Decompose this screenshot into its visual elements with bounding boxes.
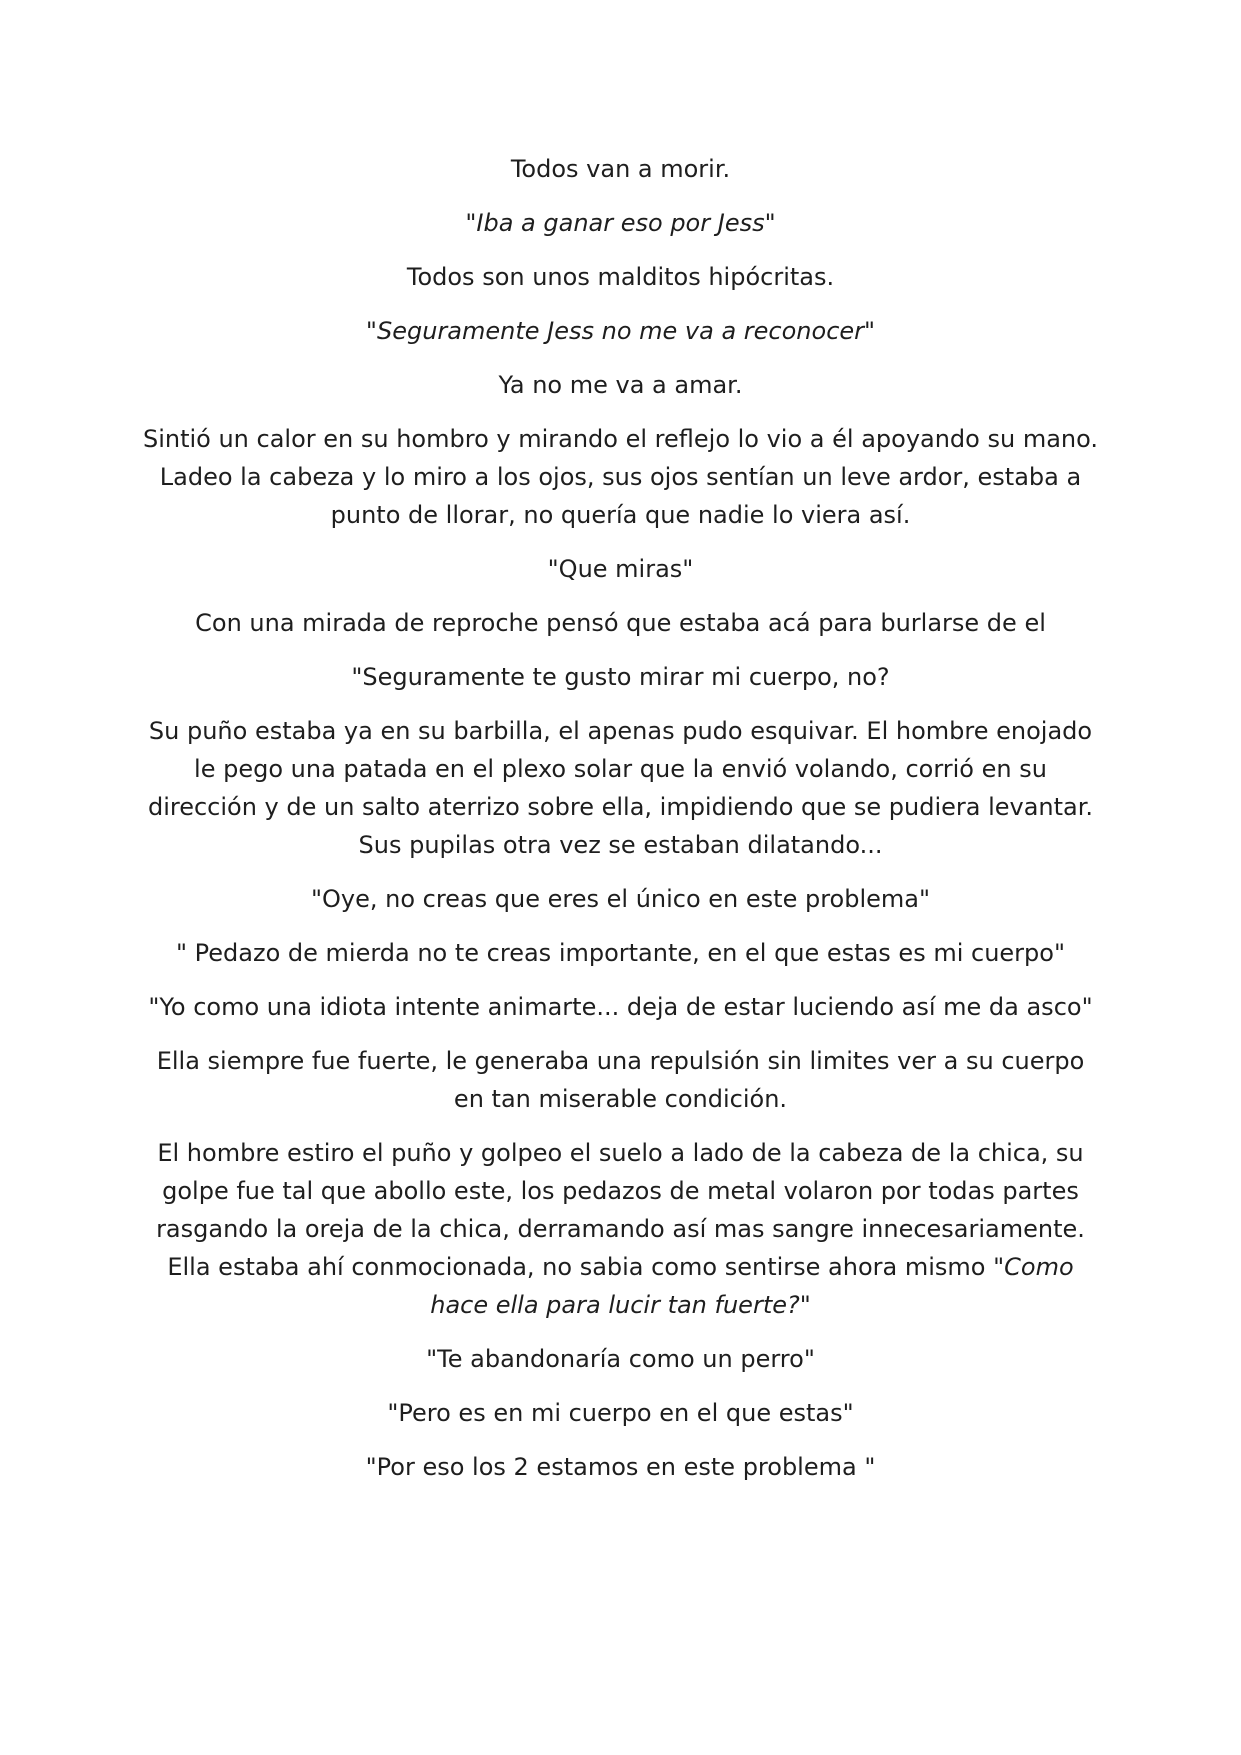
paragraph: Ella siempre fue fuerte, le generaba una repulsión sin limites ver a su cuerpo en tan miserable condición.	[156, 1047, 1085, 1113]
paragraph: " Pedazo de mierda no te creas importante, en el que estas es mi cuerpo"	[175, 939, 1066, 967]
paragraph: Con una mirada de reproche pensó que estaba acá para burlarse de el	[195, 609, 1046, 637]
paragraph: "Pero es en mi cuerpo en el que estas"	[387, 1399, 854, 1427]
paragraph: Su puño estaba ya en su barbilla, el apenas pudo esquivar. El hombre enojado le pego una patada en el plexo solar que la envió volando, corrió en su dirección y de un salto aterrizo sobre ella, impidiendo que se pudiera levantar. Sus pupilas otra vez se estaban dilatando...	[147, 717, 1094, 859]
paragraph: Sintió un calor en su hombro y mirando el reflejo lo vio a él apoyando su mano. Ladeo la cabeza y lo miro a los ojos, sus ojos sentían un leve ardor, estaba a punto de llorar, no quería que nadie lo viera así.	[142, 425, 1099, 529]
paragraph: "Que miras"	[547, 555, 694, 583]
paragraph: "Te abandonaría como un perro"	[426, 1345, 815, 1373]
paragraph: Ya no me va a amar.	[498, 371, 743, 399]
paragraph: Todos van a morir.	[510, 155, 731, 183]
paragraph: "Oye, no creas que eres el único en este problema"	[310, 885, 931, 913]
paragraph: "Yo como una idiota intente animarte... deja de estar luciendo así me da asco"	[148, 993, 1093, 1021]
paragraph-plain-part: El hombre estiro el puño y golpeo el suelo a lado de la cabeza de la chica, su golpe fue tal que abollo este, los pedazos de metal volaron por todas partes rasgando la oreja de la chica, derramando así mas sangre innecesariamente. Ella estaba ahí conmocionada, no sabia como sentirse ahora mismo	[156, 1139, 1085, 1281]
paragraph: Todos son unos malditos hipócritas.	[406, 263, 835, 291]
document-body	[140, 150, 1101, 1502]
paragraph-italic: "Seguramente Jess no me va a reconocer"	[365, 317, 876, 345]
paragraph-mixed	[140, 1134, 1101, 1324]
paragraph: "Seguramente te gusto mirar mi cuerpo, no?	[351, 663, 890, 691]
paragraph-italic: "Iba a ganar eso por Jess"	[465, 209, 776, 237]
paragraph-italic-part: "Como hace ella para lucir tan fuerte?"	[430, 1253, 1074, 1319]
paragraph: "Por eso los 2 estamos en este problema "	[365, 1453, 876, 1481]
